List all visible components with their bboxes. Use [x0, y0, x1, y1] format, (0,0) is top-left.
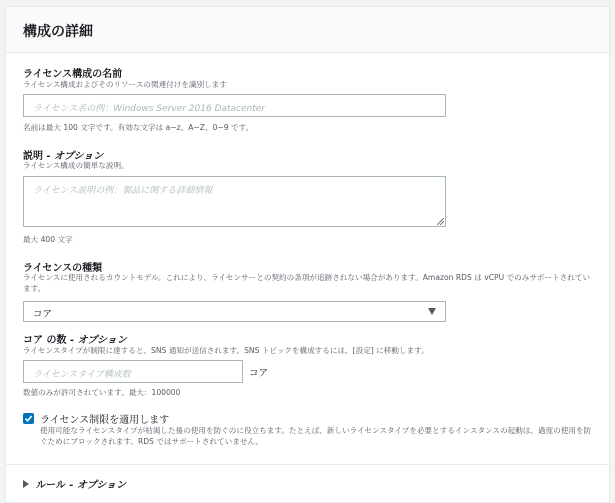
checkmark-icon [24, 414, 33, 423]
description-placeholder: ライセンス説明の例：製品に関する詳細情報 [33, 186, 213, 196]
license-type-selected: コア [33, 309, 53, 320]
rules-optional-text: - オプション [65, 480, 127, 491]
rules-expander[interactable] [23, 476, 126, 491]
license-name-placeholder: ライセンス名の例：Windows Server 2016 Datacenter [33, 104, 266, 114]
core-count-optional-text: - オプション [66, 335, 127, 346]
core-count-placeholder: ライセンスタイプ構成数 [33, 370, 131, 380]
description-optional-text: - オプション [43, 151, 104, 162]
rules-label: ルール [36, 480, 66, 491]
core-count-unit: コア [249, 368, 269, 379]
description-description: ライセンス構成の簡単な説明。 [23, 161, 129, 170]
core-count-input[interactable] [23, 360, 243, 383]
license-type-select[interactable] [23, 301, 446, 322]
license-type-description: ライセンスに使用されるカウントモデル。これにより、ライセンサーとの契約の条項が追跡されない場合があります。Amazon RDS は vCPU でのみサポートされています。 [23, 273, 591, 293]
description-hint: 最大 400 文字 [23, 235, 73, 244]
description-label [23, 147, 103, 162]
caret-right-icon [23, 480, 29, 488]
license-name-label: ライセンス構成の名前 [23, 69, 123, 80]
description-label-text: 説明 [23, 151, 43, 162]
core-count-hint: 数値のみが許可されています。最大：100000 [23, 388, 181, 397]
configuration-details-panel [5, 6, 610, 503]
core-count-label [23, 331, 127, 346]
enforce-limit-description: 使用可能なライセンスタイプが枯渇した後の使用を防ぐのに役立ちます。たとえば、新しいライセンスタイプを必要とするインスタンスの起動は、過度の使用を防ぐためにブロックされます。RDS ではサポートされていません。 [40, 426, 592, 446]
section-divider [6, 464, 609, 465]
core-count-description: ライセンスタイプが制限に達すると、SNS 通知が送信されます。SNS トピックを構成するには、[設定] に移動します。 [23, 346, 429, 355]
resize-handle-icon[interactable] [437, 218, 444, 225]
license-name-description: ライセンス構成およびそのリソースの関連付けを識別します [23, 80, 227, 89]
license-name-hint: 名前は最大 100 文字です。有効な文字は a~z、A~Z、0~9 です。 [23, 123, 254, 132]
panel-title: 構成の詳細 [6, 7, 609, 53]
core-count-label-text: コア の数 [23, 335, 67, 346]
description-textarea[interactable] [23, 176, 446, 227]
enforce-limit-checkbox[interactable] [23, 413, 34, 424]
enforce-limit-label[interactable]: ライセンス制限を適用します [40, 415, 170, 426]
license-type-label: ライセンスの種類 [23, 263, 103, 274]
caret-down-icon [428, 308, 436, 315]
license-name-input[interactable] [23, 94, 446, 117]
